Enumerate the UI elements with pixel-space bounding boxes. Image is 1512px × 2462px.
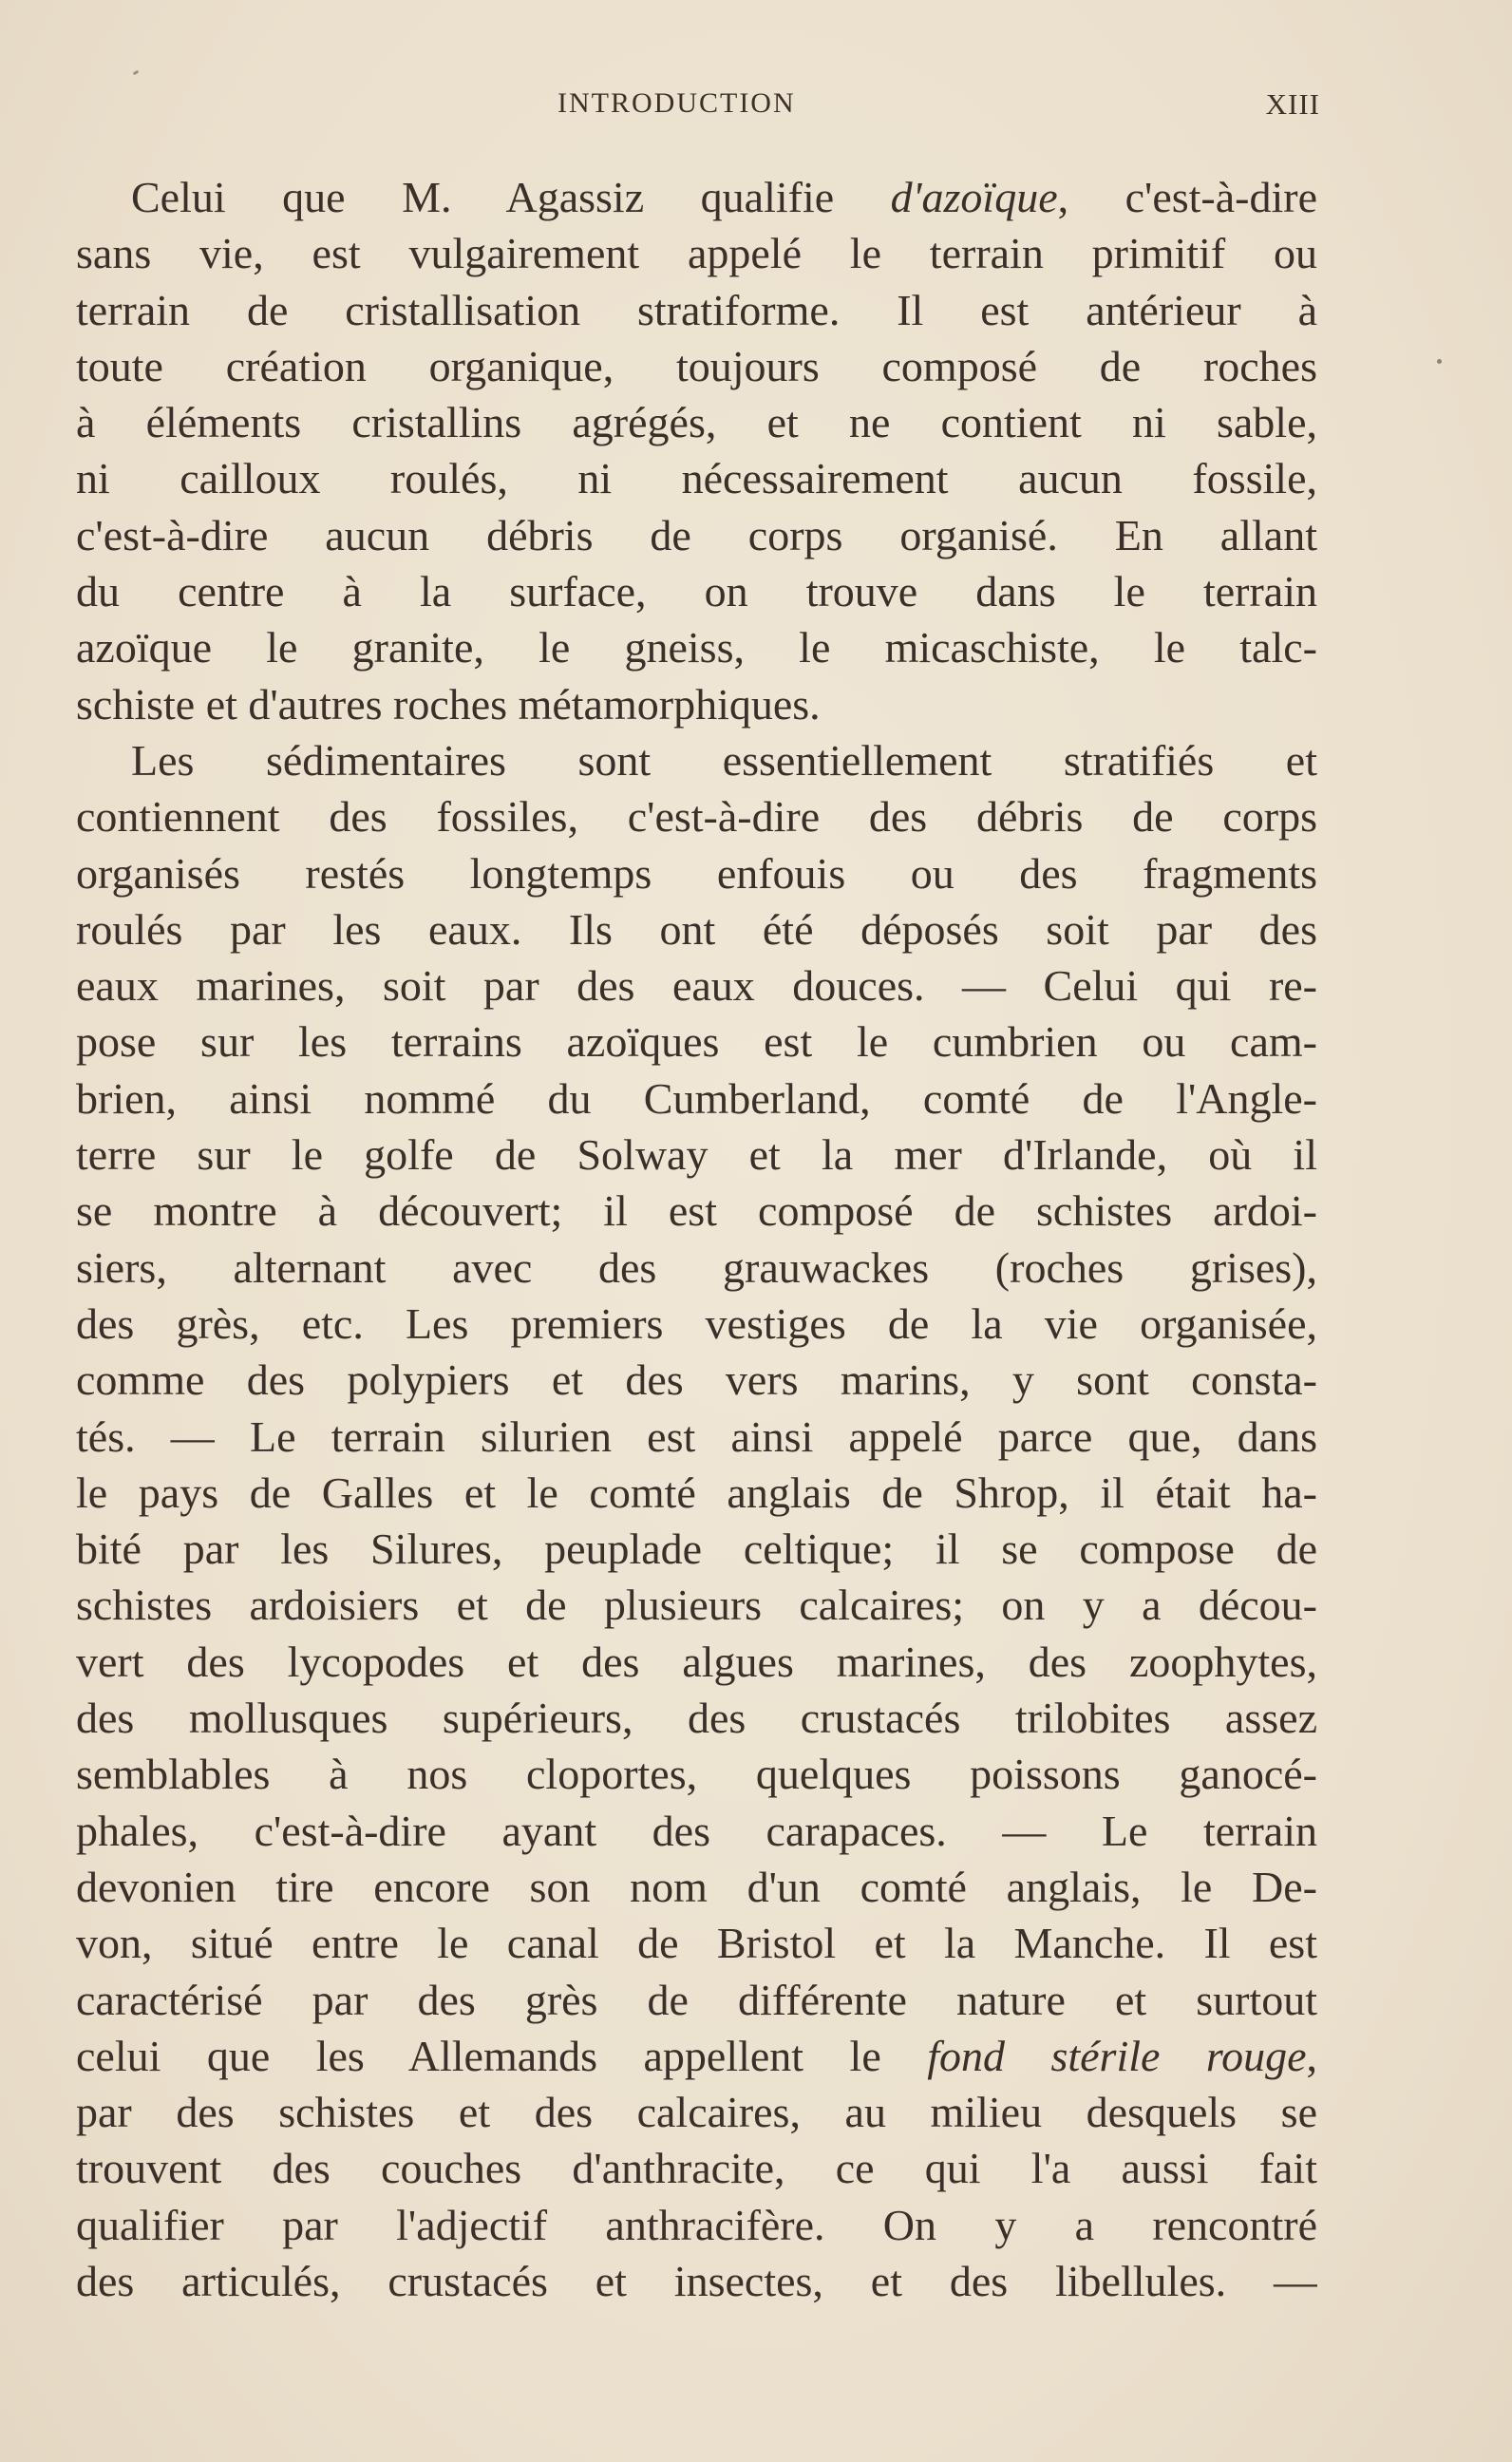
text-line: sans vie, est vulgairement appelé le terrain primitif ou — [76, 229, 1317, 278]
text-line — [76, 2028, 1317, 2084]
text-line: comme des polypiers et des vers marins, y sont consta- — [76, 1355, 1317, 1405]
text-line: toute création organique, toujours composé de roches — [76, 341, 1317, 390]
text-span: , — [1306, 2031, 1317, 2080]
running-title: INTRODUCTION — [558, 87, 796, 119]
text-line: Les sédimentaires sont essentiellement stratifiés et — [131, 735, 1317, 785]
text-line: bité par les Silures, peuplade celtique; il se compose de — [76, 1525, 1317, 1574]
text-line: caractérisé par des grès de différente nature et surtout — [76, 1975, 1317, 2024]
text-line: von, situé entre le canal de Bristol et la Manche. Il est — [76, 1919, 1317, 1968]
text-line: des articulés, crustacés et insectes, et des libellules. — — [76, 2256, 1317, 2305]
body-text — [76, 169, 1317, 2309]
text-line: schiste et d'autres roches métamorphiques. — [76, 679, 821, 729]
text-span: celui que les Allemands appellent le — [76, 2031, 928, 2080]
text-line: eaux marines, soit par des eaux douces. — Celui qui re- — [76, 961, 1317, 1011]
text-line: ni cailloux roulés, ni nécessairement aucun fossile, — [76, 454, 1317, 503]
running-head — [76, 87, 1320, 125]
text-line: azoïque le granite, le gneiss, le micaschiste, le talc- — [76, 623, 1317, 672]
text-line: devonien tire encore son nom d'un comté anglais, le De- — [76, 1862, 1317, 1911]
ink-speck — [1437, 359, 1442, 364]
text-line: terre sur le golfe de Solway et la mer d'Irlande, où il — [76, 1130, 1317, 1180]
text-line: semblables à nos cloportes, quelques poissons ganocé- — [76, 1750, 1317, 1799]
text-line: à éléments cristallins agrégés, et ne contient ni sable, — [76, 398, 1317, 447]
text-line: des mollusques supérieurs, des crustacés trilobites assez — [76, 1694, 1317, 1743]
text-line — [76, 169, 1317, 225]
text-span: Celui que M. Agassiz qualifie — [131, 173, 891, 221]
text-line: c'est-à-dire aucun débris de corps organisé. En allant — [76, 510, 1317, 559]
text-line: le pays de Galles et le comté anglais de Shrop, il était ha- — [76, 1468, 1317, 1517]
text-line: du centre à la surface, on trouve dans le terrain — [76, 567, 1317, 616]
text-line: qualifier par l'adjectif anthracifère. On y a rencontré — [76, 2200, 1317, 2249]
ink-smudge — [133, 70, 140, 76]
italic-term: d'azoïque — [890, 173, 1058, 221]
text-line: roulés par les eaux. Ils ont été déposés soit par des — [76, 904, 1317, 954]
text-line: se montre à découvert; il est composé de schistes ardoi- — [76, 1186, 1317, 1236]
text-line: organisés restés longtemps enfouis ou des fragments — [76, 848, 1317, 898]
text-line: siers, alternant avec des grauwackes (roches grises), — [76, 1242, 1317, 1292]
text-line: contiennent des fossiles, c'est-à-dire des débris de corps — [76, 792, 1317, 842]
text-line: brien, ainsi nommé du Cumberland, comté de l'Angle- — [76, 1073, 1317, 1123]
italic-term: fond stérile rouge — [927, 2031, 1307, 2080]
page-number: XIII — [1265, 87, 1320, 121]
text-line: phales, c'est-à-dire ayant des carapaces. — Le terrain — [76, 1806, 1317, 1855]
text-line: vert des lycopodes et des algues marines, des zoophytes, — [76, 1637, 1317, 1686]
text-span: , c'est-à-dire — [1057, 173, 1317, 221]
text-line: des grès, etc. Les premiers vestiges de la vie organisée, — [76, 1298, 1317, 1348]
text-line: terrain de cristallisation stratiforme. Il est antérieur à — [76, 285, 1317, 334]
text-line: pose sur les terrains azoïques est le cumbrien ou cam- — [76, 1017, 1317, 1067]
text-line: tés. — Le terrain silurien est ainsi appelé parce que, dans — [76, 1411, 1317, 1461]
text-line: trouvent des couches d'anthracite, ce qui l'a aussi fait — [76, 2144, 1317, 2193]
text-line: par des schistes et des calcaires, au milieu desquels se — [76, 2088, 1317, 2137]
text-line: schistes ardoisiers et de plusieurs calcaires; on y a décou- — [76, 1581, 1317, 1630]
